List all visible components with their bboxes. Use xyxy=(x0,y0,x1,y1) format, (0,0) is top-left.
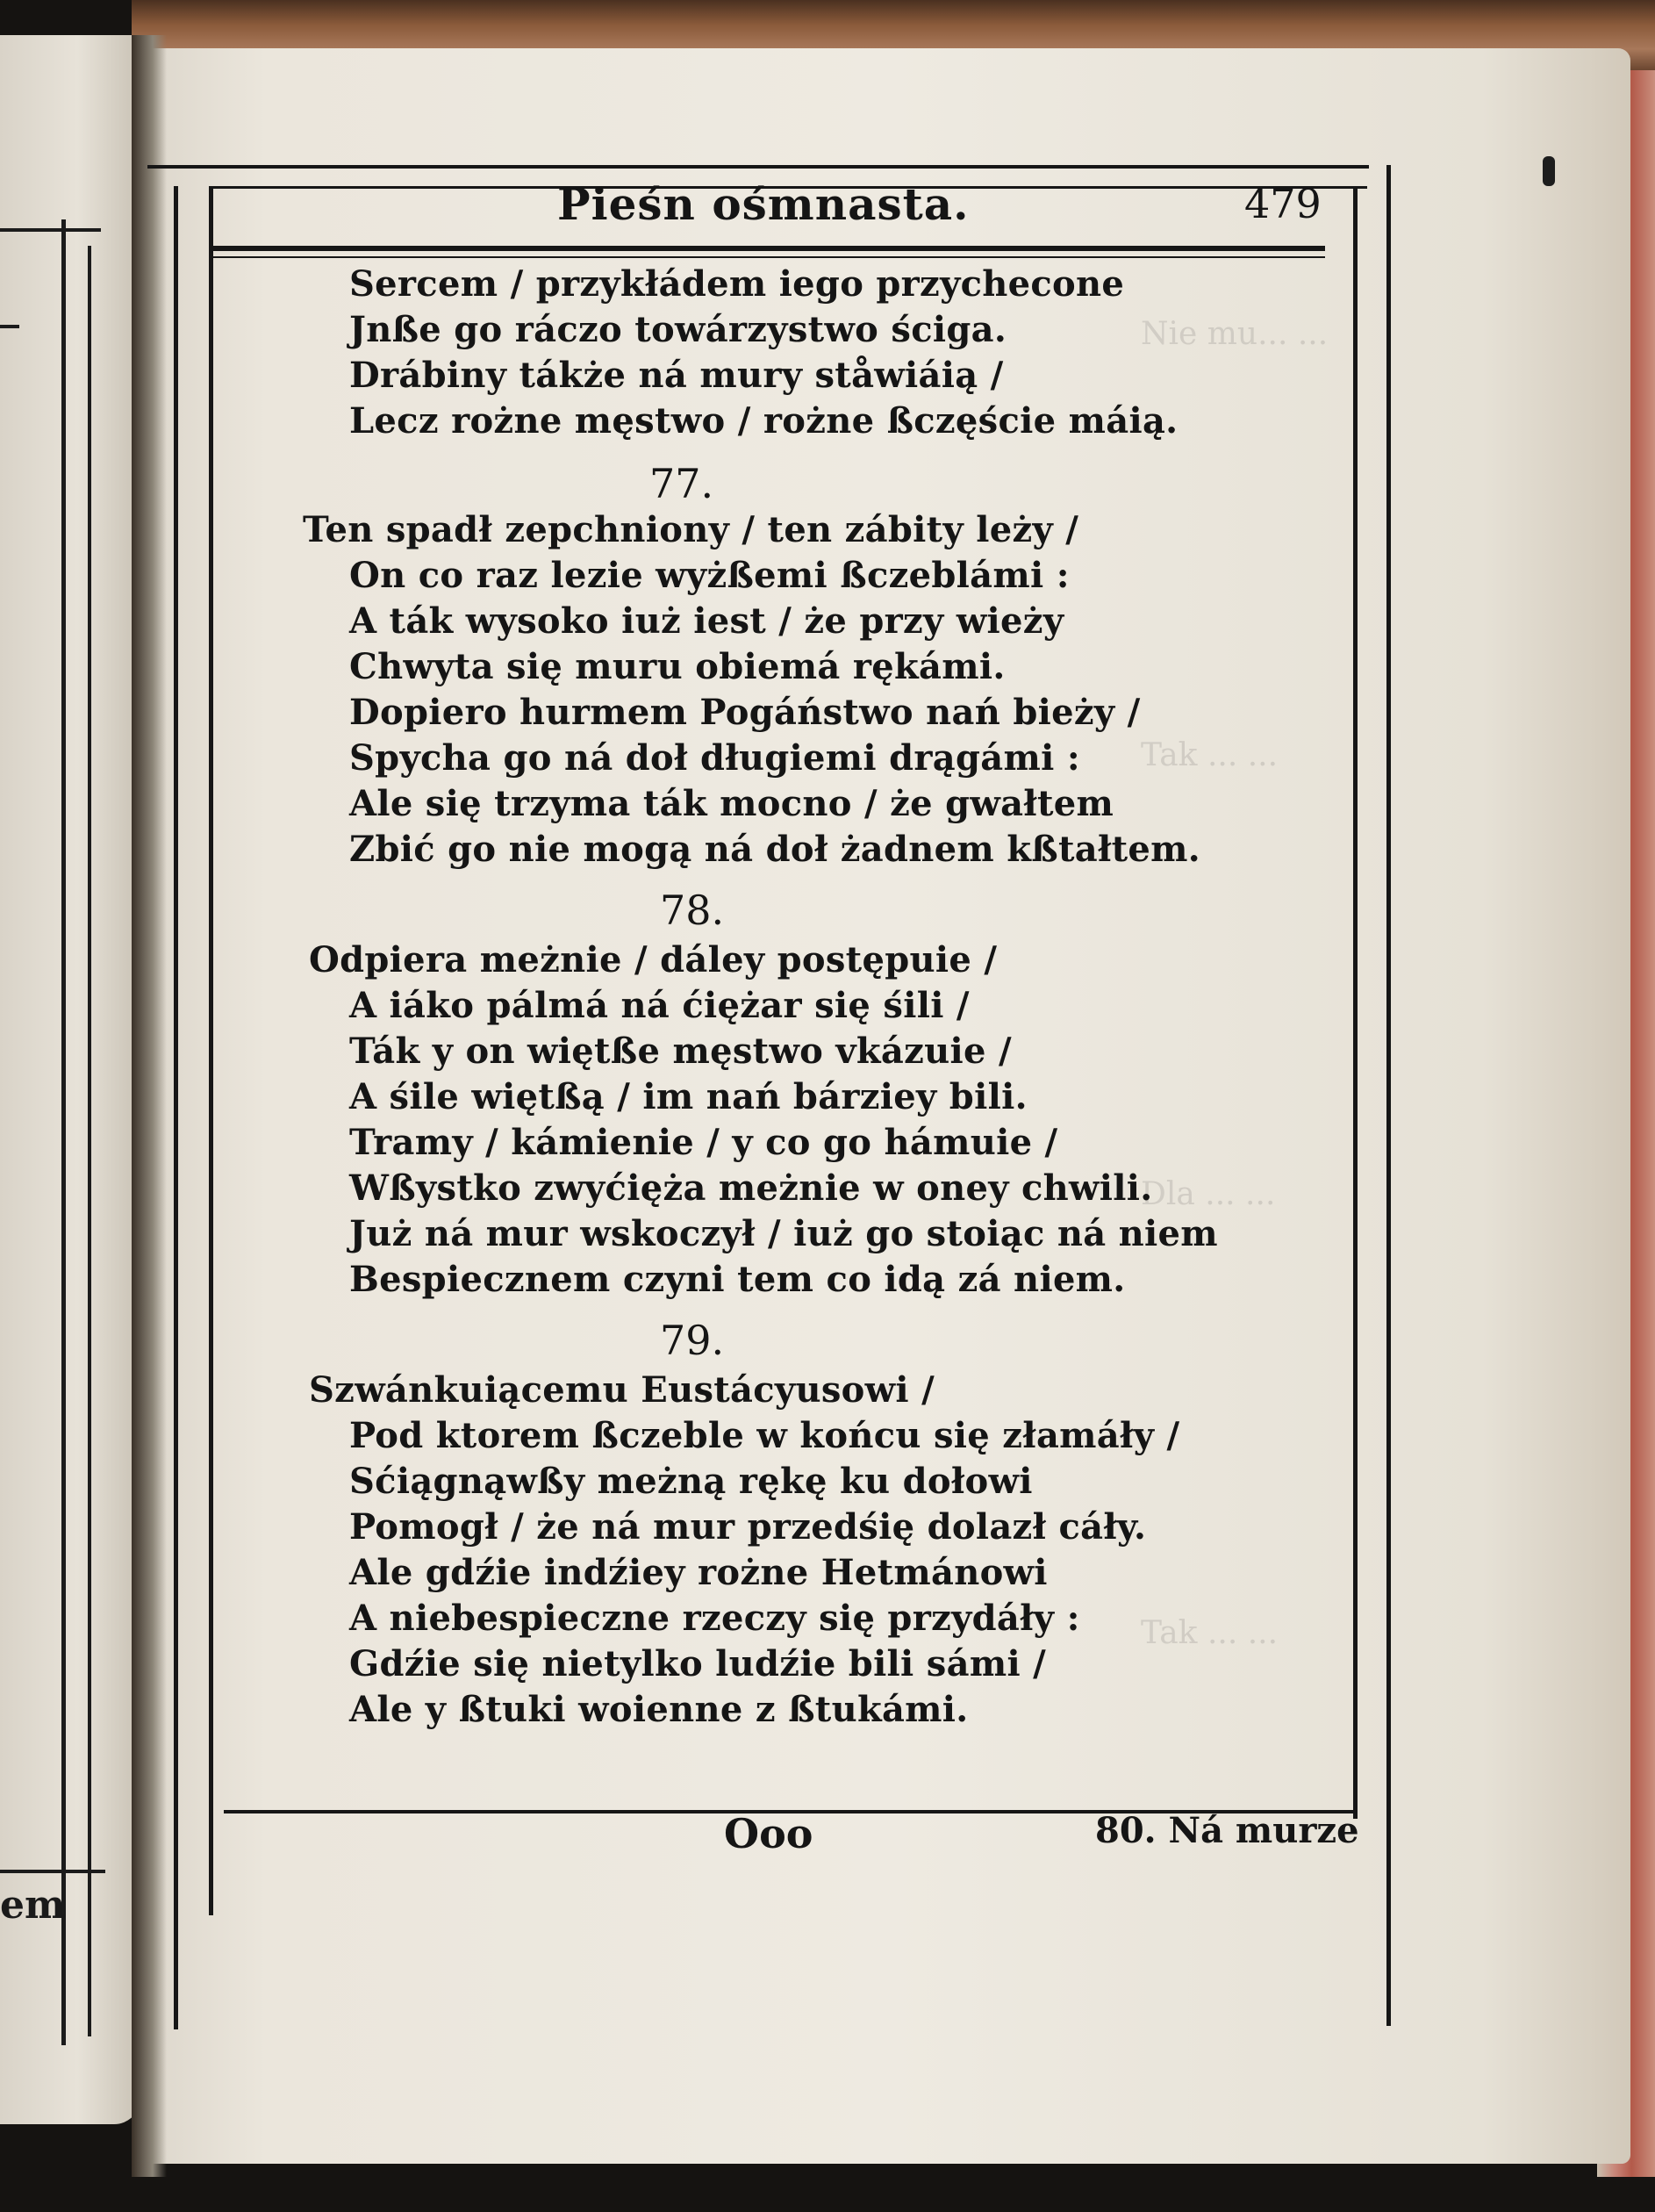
verse-line: Pomogł / że ná mur przedśię dolazł cáły. xyxy=(349,1506,1147,1548)
verse-line: Drábiny tákże ná mury ståwiáią / xyxy=(349,355,1004,396)
header-rule xyxy=(209,256,1325,258)
catchword: 80. Ná murze xyxy=(1095,1810,1359,1851)
frame-rule xyxy=(209,186,213,1915)
verse-line: Dopiero hurmem Pogáństwo nań bieży / xyxy=(349,692,1141,733)
left-page-rule xyxy=(0,1870,105,1873)
verse-line: A iáko pálmá ná ćiężar się śili / xyxy=(349,985,970,1026)
page-number: 479 xyxy=(1244,180,1322,227)
verse-line: Pod ktorem ßczeble w końcu się złamáły / xyxy=(349,1415,1180,1456)
stanza-number: 77. xyxy=(649,460,714,507)
verse-line: A niebespieczne rzeczy się przydáły : xyxy=(349,1598,1080,1639)
frame-rule xyxy=(147,165,1369,169)
verse-line: On co raz lezie wyżßemi ßczeblámi : xyxy=(349,555,1070,596)
show-through: Nie mu... ... xyxy=(1141,316,1329,352)
verse-line: Tramy / kámienie / y co go hámuie / xyxy=(349,1122,1058,1163)
verse-line: Ale się trzyma ták mocno / że gwałtem xyxy=(349,783,1114,824)
verse-line: Ták y on więtße męstwo vkázuie / xyxy=(349,1031,1012,1072)
left-facing-page xyxy=(0,35,140,2124)
verse-line: Odpiera meżnie / dáley postępuie / xyxy=(309,939,998,980)
verse-line: Ale y ßtuki woienne z ßtukámi. xyxy=(349,1689,969,1730)
stanza-number: 79. xyxy=(660,1317,725,1364)
signature-mark: Ooo xyxy=(724,1810,813,1857)
left-page-rule xyxy=(0,228,101,232)
verse-line: Ten spadł zepchniony / ten zábity leży / xyxy=(303,509,1079,550)
verse-line: Sćiągnąwßy meżną rękę ku dołowi xyxy=(349,1461,1033,1502)
verse-line: Spycha go ná doł długiemi drągámi : xyxy=(349,737,1080,779)
left-page-rule xyxy=(88,246,91,2036)
stanza-number: 78. xyxy=(660,887,725,934)
frame-rule xyxy=(1386,165,1391,2026)
verse-line: A ták wysoko iuż iest / że przy wieży xyxy=(349,600,1064,642)
left-page-dash xyxy=(0,325,19,328)
verse-line: Zbić go nie mogą ná doł żadnem kßtałtem. xyxy=(349,829,1201,870)
verse-line: Bespiecznem czyni tem co idą zá niem. xyxy=(349,1259,1126,1300)
verse-line: Lecz rożne męstwo / rożne ßczęście máią. xyxy=(349,400,1179,442)
show-through: Dla ... ... xyxy=(1141,1176,1276,1212)
verse-line: Sercem / przykłádem iego przychecone xyxy=(349,263,1125,305)
running-head: Pieśn ośmnasta. xyxy=(557,178,970,230)
verse-line: A śile więtßą / im nań bárziey bili. xyxy=(349,1076,1028,1117)
gutter-shadow xyxy=(132,35,167,2177)
verse-line: Już ná mur wskoczył / iuż go stoiąc ná niem xyxy=(349,1213,1218,1254)
header-rule xyxy=(209,246,1325,251)
verse-line: Ale gdźie indźiey rożne Hetmánowi xyxy=(349,1552,1048,1593)
verse-line: Wßystko zwyćięża meżnie w oney chwili. xyxy=(349,1167,1153,1209)
show-through: Tak ... ... xyxy=(1141,737,1279,773)
ink-mark xyxy=(1543,156,1555,186)
frame-rule xyxy=(1353,186,1358,1819)
verse-line: Chwyta się muru obiemá rękámi. xyxy=(349,646,1006,687)
left-page-fragment: em xyxy=(0,1883,66,1928)
show-through: Tak ... ... xyxy=(1141,1615,1279,1651)
left-page-rule xyxy=(61,219,66,2045)
verse-line: Gdźie się nietylko ludźie bili sámi / xyxy=(349,1643,1047,1684)
frame-rule xyxy=(174,186,178,2029)
verse-line: Jnße go ráczo towárzystwo ściga. xyxy=(349,309,1007,350)
verse-line: Szwánkuiącemu Eustácyusowi / xyxy=(309,1369,935,1411)
